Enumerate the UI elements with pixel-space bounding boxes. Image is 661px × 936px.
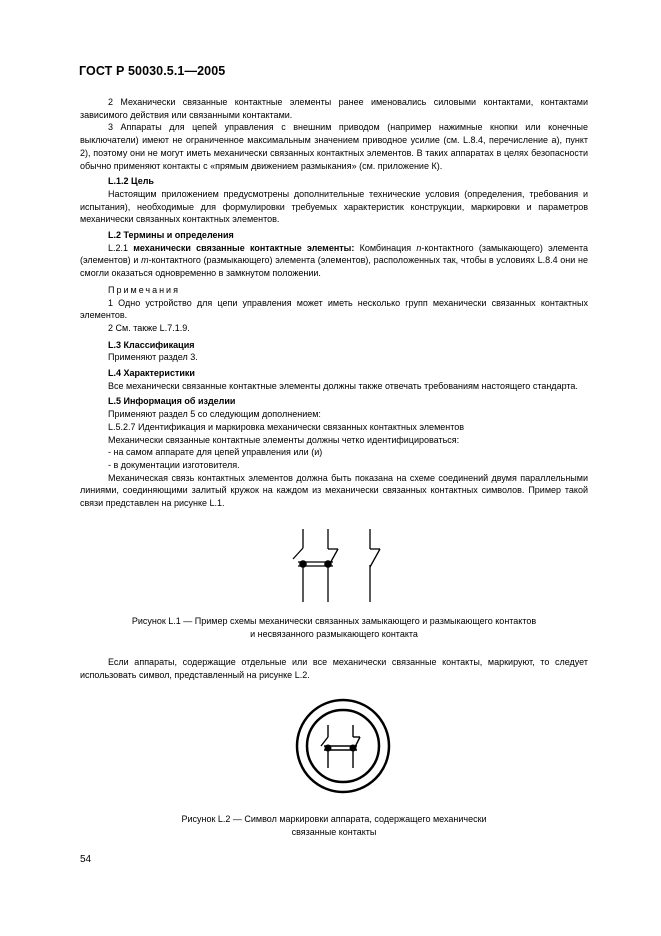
figure-l1-caption (80, 615, 588, 640)
notes-heading: Примечания (108, 284, 180, 295)
definition-text-1: Комбинация (359, 242, 412, 253)
list-item-2: - в документации изготовителя. (108, 459, 240, 470)
paragraph-info-3: Механически связанные контактные элементы должны четко идентифицироваться: (108, 434, 460, 445)
page-number: 54 (80, 854, 92, 865)
note-2: 2 Механически связанные контактные элементы ранее именовались силовыми контактами, контактами зависимого действия или связанными контактами. (80, 97, 588, 120)
paragraph-classification: Применяют раздел 3. (108, 352, 198, 363)
definition-n: n (416, 242, 422, 253)
figure-l2-caption (80, 813, 588, 838)
figure-l2-caption-line1: Рисунок L.2 — Символ маркировки аппарата, содержащего механически (181, 814, 487, 824)
paragraph-info-2: L.5.2.7 Идентификация и маркировка механически связанных контактных элементов (108, 421, 465, 432)
section-heading-l3: L.3 Классификация (108, 339, 195, 350)
definition-term: механически связанные контактные элементы: (133, 242, 355, 253)
filled-circle-1 (299, 560, 307, 568)
definition-l21 (80, 242, 588, 280)
note-3: 3 Аппараты для цепей управления с внешним приводом (например нажимные кнопки или конечные выключатели) имеют не ограниченное максимальным значением приводное усилие (см. L.8.4, перечисление а), пункт 2), поэтому они не могут иметь механически связанных контактных элементов. В таких аппаратах в целях безопасности обычно применяют контакты с «прямым движением размыкания» (см. приложение К). (80, 122, 588, 171)
section-heading-l4: L.4 Характеристики (108, 368, 195, 379)
document-header: ГОСТ Р 50030.5.1—2005 (79, 64, 226, 78)
definition-text-2: -контактного (замыкающего) элемента (элементов) и (80, 242, 588, 266)
filled-circle-2 (324, 560, 332, 568)
symbol-circle-1 (325, 745, 332, 752)
figure-l2-caption-line2: связанные контакты (291, 826, 377, 837)
document-body-2 (80, 656, 588, 681)
notes-item-2: 2 См. также L.7.1.9. (108, 322, 190, 333)
document-body (80, 96, 588, 510)
paragraph-purpose: Настоящим приложением предусмотрены дополнительные технические условия (определения, требования и испытания), необходимые для формулировки требуемых характеристик конструкции, маркировки и параметров механически связанных контактных элементов. (80, 188, 588, 225)
section-heading-l5: L.5 Информация об изделии (108, 396, 236, 407)
list-item-1: - на самом аппарате для цепей управления или (и) (108, 447, 323, 458)
symbol-circle-2 (350, 745, 357, 752)
figure-l1-diagram (290, 529, 400, 609)
figure-l1-caption-line2: и несвязанного размыкающего контакта (250, 628, 418, 639)
definition-number: L.2.1 (108, 242, 129, 253)
figure-l2-symbol (293, 696, 393, 796)
definition-m: m (141, 255, 149, 266)
paragraph-marking: Если аппараты, содержащие отдельные или все механически связанные контакты, маркируют, то следует использовать символ, представленный на рисунке L.2. (80, 657, 588, 680)
definition-text-3: -контактного (размыкающего) элемента (элементов), расположенных так, чтобы в условиях L.8.4 они не смогли оказаться одновременно в замкнутом положении. (80, 255, 588, 279)
section-heading-l12: L.1.2 Цель (108, 176, 154, 187)
notes-item-1: 1 Одно устройство для цепи управления может иметь несколько групп механически связанных контактных элементов. (80, 297, 588, 321)
figure-l1-caption-line1: Рисунок L.1 — Пример схемы механически связанных замыкающего и размыкающего контактов (131, 616, 537, 626)
section-heading-l2: L.2 Термины и определения (108, 230, 234, 241)
paragraph-mech-link: Механическая связь контактных элементов должна быть показана на схеме соединений двумя параллельными линиями, соединяющими залитый кружок на каждом из механически связанных контактных символов. Пример такой связи представлен на рисунке L.1. (80, 472, 588, 509)
paragraph-info-1: Применяют раздел 5 со следующим дополнением: (108, 409, 321, 420)
paragraph-characteristics: Все механически связанные контактные элементы должны также отвечать требованиям настоящего стандарта. (108, 380, 578, 391)
